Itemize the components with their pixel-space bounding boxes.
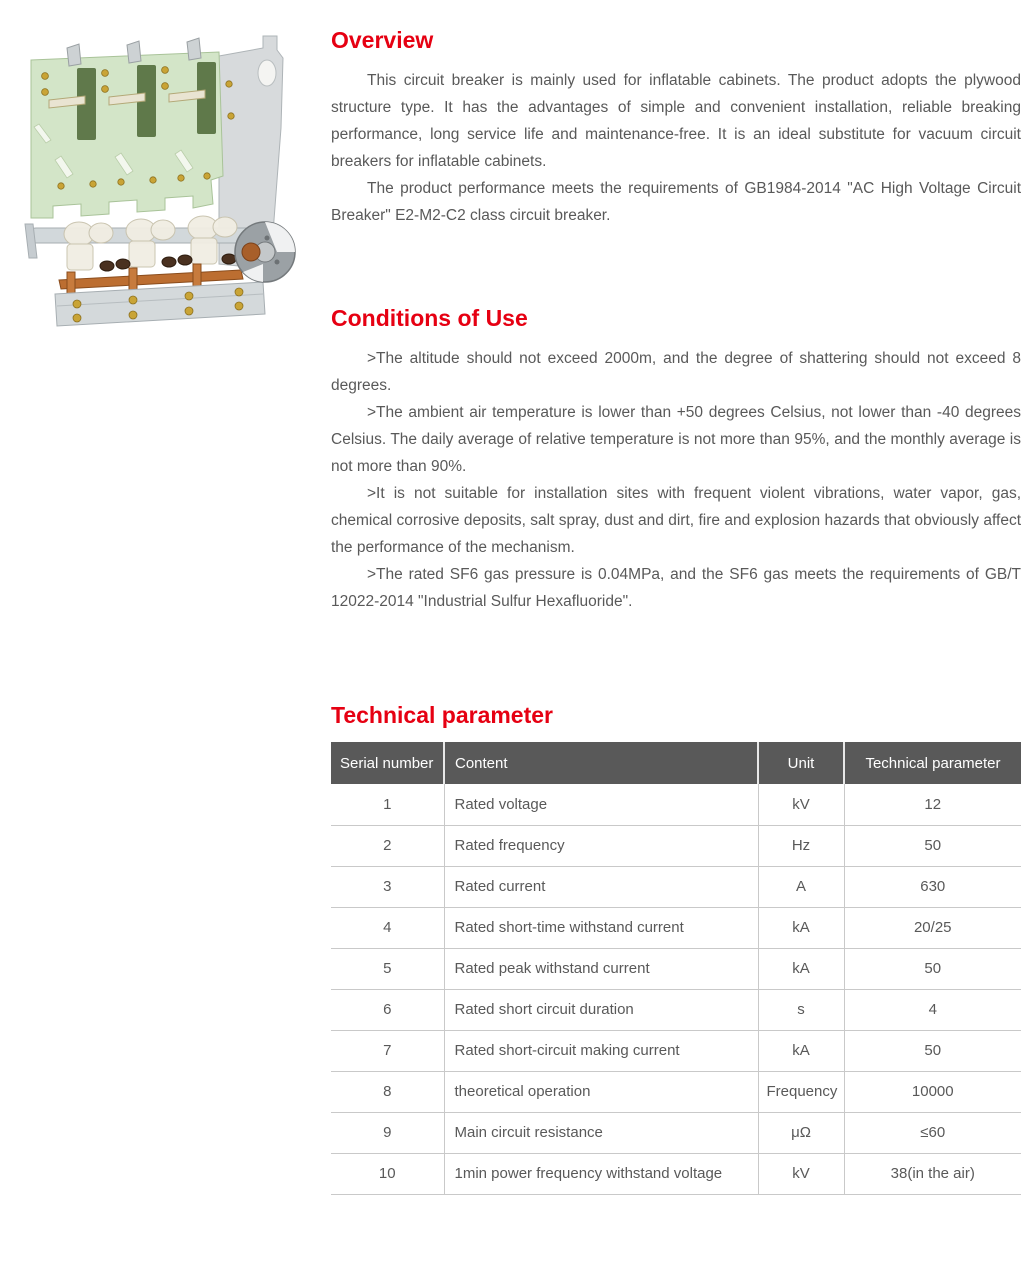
table-cell: 38(in the air) <box>844 1153 1021 1194</box>
table-cell: 6 <box>331 989 444 1030</box>
table-cell: kV <box>758 1153 844 1194</box>
table-cell: kA <box>758 1030 844 1071</box>
table-cell: Rated frequency <box>444 825 758 866</box>
table-cell: 1min power frequency withstand voltage <box>444 1153 758 1194</box>
table-cell: 7 <box>331 1030 444 1071</box>
overview-title: Overview <box>331 27 434 53</box>
table-row <box>331 825 1021 866</box>
conditions-section <box>331 305 1021 615</box>
table-cell: s <box>758 989 844 1030</box>
table-cell: 4 <box>331 907 444 948</box>
table-cell: 4 <box>844 989 1021 1030</box>
condition-item: >The ambient air temperature is lower than +50 degrees Celsius, not lower than -40 degrees Celsius. The daily average of relative temperature is not more than 95%, and the monthly average is not more than 90%. <box>331 404 1021 475</box>
overview-paragraph: The product performance meets the requirements of GB1984-2014 "AC High Voltage Circuit Breaker" E2-M2-C2 class circuit breaker. <box>331 180 1021 224</box>
table-cell: μΩ <box>758 1112 844 1153</box>
table-cell: Frequency <box>758 1071 844 1112</box>
table-cell: 1 <box>331 784 444 825</box>
technical-section <box>331 702 1021 1195</box>
table-cell: 10 <box>331 1153 444 1194</box>
table-cell: kV <box>758 784 844 825</box>
table-cell: 10000 <box>844 1071 1021 1112</box>
table-row <box>331 989 1021 1030</box>
table-cell: 9 <box>331 1112 444 1153</box>
table-cell: Main circuit resistance <box>444 1112 758 1153</box>
table-cell: Hz <box>758 825 844 866</box>
table-cell: 12 <box>844 784 1021 825</box>
table-cell: Rated short-circuit making current <box>444 1030 758 1071</box>
table-cell: Rated peak withstand current <box>444 948 758 989</box>
circuit-breaker-illustration <box>15 28 296 335</box>
table-header-row <box>331 742 1021 784</box>
table-cell: Rated current <box>444 866 758 907</box>
table-row <box>331 1071 1021 1112</box>
table-row <box>331 948 1021 989</box>
table-cell: 50 <box>844 1030 1021 1071</box>
table-header-2: Unit <box>758 742 844 784</box>
table-cell: 630 <box>844 866 1021 907</box>
table-row <box>331 907 1021 948</box>
table-cell: 50 <box>844 825 1021 866</box>
condition-item: >The altitude should not exceed 2000m, and the degree of shattering should not exceed 8 degrees. <box>331 350 1021 394</box>
table-cell: Rated voltage <box>444 784 758 825</box>
table-row <box>331 1030 1021 1071</box>
table-row <box>331 1153 1021 1194</box>
table-cell: A <box>758 866 844 907</box>
table-cell: Rated short circuit duration <box>444 989 758 1030</box>
table-row <box>331 784 1021 825</box>
conditions-title: Conditions of Use <box>331 305 528 331</box>
table-header-3: Technical parameter <box>844 742 1021 784</box>
condition-item: >It is not suitable for installation sites with frequent violent vibrations, water vapor, gas, chemical corrosive deposits, salt spray, dust and dirt, fire and explosion hazards that obviously affect the performance of the mechanism. <box>331 485 1021 556</box>
overview-section <box>331 27 1021 229</box>
table-cell: 3 <box>331 866 444 907</box>
table-row <box>331 1112 1021 1153</box>
overview-paragraph: This circuit breaker is mainly used for inflatable cabinets. The product adopts the plywood structure type. It has the advantages of simple and convenient installation, reliable breaking performance, long service life and maintenance-free. It is an ideal substitute for vacuum circuit breakers for inflatable cabinets. <box>331 72 1021 170</box>
technical-title: Technical parameter <box>331 702 554 728</box>
table-cell: 8 <box>331 1071 444 1112</box>
technical-parameter-table <box>331 742 1021 1195</box>
table-cell: 2 <box>331 825 444 866</box>
table-cell: kA <box>758 907 844 948</box>
table-cell: 5 <box>331 948 444 989</box>
table-body <box>331 784 1021 1194</box>
table-cell: Rated short-time withstand current <box>444 907 758 948</box>
table-cell: kA <box>758 948 844 989</box>
table-cell: 50 <box>844 948 1021 989</box>
table-cell: ≤60 <box>844 1112 1021 1153</box>
table-row <box>331 866 1021 907</box>
product-photo <box>15 28 296 335</box>
table-header-0: Serial number <box>331 742 444 784</box>
table-cell: 20/25 <box>844 907 1021 948</box>
condition-item: >The rated SF6 gas pressure is 0.04MPa, and the SF6 gas meets the requirements of GB/T 12022-2014 "Industrial Sulfur Hexafluoride". <box>331 566 1021 610</box>
table-cell: theoretical operation <box>444 1071 758 1112</box>
table-header-1: Content <box>444 742 758 784</box>
